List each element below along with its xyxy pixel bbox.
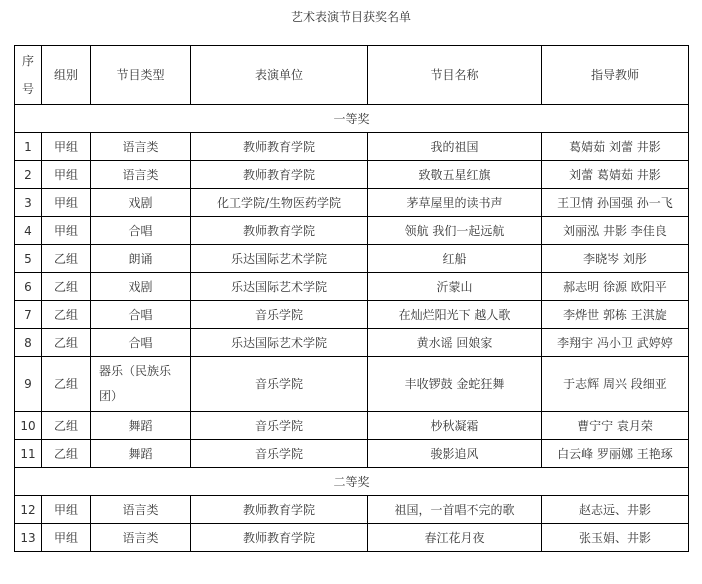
- cell-name: 骏影追风: [368, 440, 542, 468]
- cell-group: 甲组: [42, 133, 91, 161]
- cell-name: 在灿烂阳光下 越人歌: [368, 301, 542, 329]
- cell-seq: 3: [15, 189, 42, 217]
- cell-group: 乙组: [42, 412, 91, 440]
- cell-unit: 化工学院/生物医药学院: [191, 189, 368, 217]
- cell-seq: 6: [15, 273, 42, 301]
- cell-name: 杪秋凝霜: [368, 412, 542, 440]
- cell-teacher: 刘丽泓 井影 李佳良: [542, 217, 689, 245]
- cell-unit: 教师教育学院: [191, 161, 368, 189]
- cell-group: 乙组: [42, 245, 91, 273]
- section-row: [15, 468, 689, 496]
- section-row: [15, 105, 689, 133]
- cell-unit: 乐达国际艺术学院: [191, 273, 368, 301]
- page-title: 艺术表演节目获奖名单: [290, 10, 411, 24]
- cell-seq: 10: [15, 412, 42, 440]
- cell-teacher: 李翔宇 冯小卫 武婷婷: [542, 329, 689, 357]
- cell-name: 丰收锣鼓 金蛇狂舞: [368, 357, 542, 412]
- header-name: 节目名称: [368, 46, 542, 105]
- section-label: 二等奖: [15, 468, 689, 496]
- cell-teacher: 张玉娟、井影: [542, 524, 689, 552]
- cell-teacher: 郝志明 徐源 欧阳平: [542, 273, 689, 301]
- cell-type: 舞蹈: [91, 412, 191, 440]
- cell-group: 甲组: [42, 161, 91, 189]
- cell-seq: 12: [15, 496, 42, 524]
- table-row: [15, 440, 689, 468]
- cell-type: 戏剧: [91, 273, 191, 301]
- cell-type-line: 器乐（民族乐: [99, 364, 172, 378]
- table-row: [15, 496, 689, 524]
- cell-seq: 11: [15, 440, 42, 468]
- cell-teacher: 葛婧茹 刘蕾 井影: [542, 133, 689, 161]
- cell-type: 语言类: [91, 161, 191, 189]
- cell-type: 合唱: [91, 301, 191, 329]
- cell-teacher: 于志辉 周兴 段细亚: [542, 357, 689, 412]
- cell-type: 戏剧: [91, 189, 191, 217]
- table-row: [15, 301, 689, 329]
- cell-unit: 教师教育学院: [191, 217, 368, 245]
- table-row: [15, 189, 689, 217]
- cell-name: 黄水谣 回娘家: [368, 329, 542, 357]
- cell-teacher: 李晓岑 刘彤: [542, 245, 689, 273]
- cell-seq: 2: [15, 161, 42, 189]
- cell-seq: 5: [15, 245, 42, 273]
- table-header-row: [15, 46, 689, 105]
- table-row: [15, 273, 689, 301]
- cell-name: 春江花月夜: [368, 524, 542, 552]
- cell-unit: 音乐学院: [191, 440, 368, 468]
- table-row: [15, 217, 689, 245]
- cell-group: 甲组: [42, 524, 91, 552]
- cell-type: 语言类: [91, 133, 191, 161]
- header-teacher: 指导教师: [542, 46, 689, 105]
- cell-seq: 1: [15, 133, 42, 161]
- cell-unit: 教师教育学院: [191, 496, 368, 524]
- section-label: 一等奖: [15, 105, 689, 133]
- table-row: [15, 357, 689, 412]
- cell-name: 致敬五星红旗: [368, 161, 542, 189]
- cell-teacher: 曹宁宁 袁月荣: [542, 412, 689, 440]
- cell-teacher: 王卫情 孙国强 孙一飞: [542, 189, 689, 217]
- cell-seq: 4: [15, 217, 42, 245]
- cell-group: 甲组: [42, 496, 91, 524]
- cell-type: 合唱: [91, 217, 191, 245]
- cell-type: 语言类: [91, 496, 191, 524]
- awards-table: [14, 45, 689, 552]
- cell-teacher: 李烨世 郭栋 王淇旋: [542, 301, 689, 329]
- cell-name: 沂蒙山: [368, 273, 542, 301]
- cell-seq: 9: [15, 357, 42, 412]
- header-unit: 表演单位: [191, 46, 368, 105]
- cell-unit: 教师教育学院: [191, 524, 368, 552]
- cell-name: 祖国，一首唱不完的歌: [368, 496, 542, 524]
- cell-teacher: 赵志远、井影: [542, 496, 689, 524]
- cell-unit: 乐达国际艺术学院: [191, 329, 368, 357]
- cell-unit: 音乐学院: [191, 357, 368, 412]
- cell-seq: 7: [15, 301, 42, 329]
- cell-group: 乙组: [42, 329, 91, 357]
- cell-type-line: 团）: [99, 389, 124, 403]
- cell-unit: 音乐学院: [191, 301, 368, 329]
- cell-seq: 13: [15, 524, 42, 552]
- cell-type: 合唱: [91, 329, 191, 357]
- table-row: [15, 161, 689, 189]
- cell-teacher: 刘蕾 葛婧茹 井影: [542, 161, 689, 189]
- table-row: [15, 329, 689, 357]
- header-seq: 序号: [15, 46, 42, 105]
- cell-group: 乙组: [42, 273, 91, 301]
- cell-name: 茅草屋里的读书声: [368, 189, 542, 217]
- cell-type: 舞蹈: [91, 440, 191, 468]
- cell-group: 乙组: [42, 440, 91, 468]
- cell-name: 红船: [368, 245, 542, 273]
- cell-name: 我的祖国: [368, 133, 542, 161]
- cell-group: 乙组: [42, 357, 91, 412]
- cell-type: [91, 357, 191, 412]
- cell-group: 乙组: [42, 301, 91, 329]
- cell-teacher: 白云峰 罗丽娜 王艳琢: [542, 440, 689, 468]
- table-row: [15, 245, 689, 273]
- header-type: 节目类型: [91, 46, 191, 105]
- table-row: [15, 133, 689, 161]
- cell-seq: 8: [15, 329, 42, 357]
- cell-unit: 乐达国际艺术学院: [191, 245, 368, 273]
- cell-type: 朗诵: [91, 245, 191, 273]
- cell-group: 甲组: [42, 217, 91, 245]
- cell-unit: 音乐学院: [191, 412, 368, 440]
- table-row: [15, 412, 689, 440]
- cell-name: 领航 我们一起远航: [368, 217, 542, 245]
- cell-type: 语言类: [91, 524, 191, 552]
- cell-unit: 教师教育学院: [191, 133, 368, 161]
- table-row: [15, 524, 689, 552]
- header-group: 组别: [42, 46, 91, 105]
- cell-group: 甲组: [42, 189, 91, 217]
